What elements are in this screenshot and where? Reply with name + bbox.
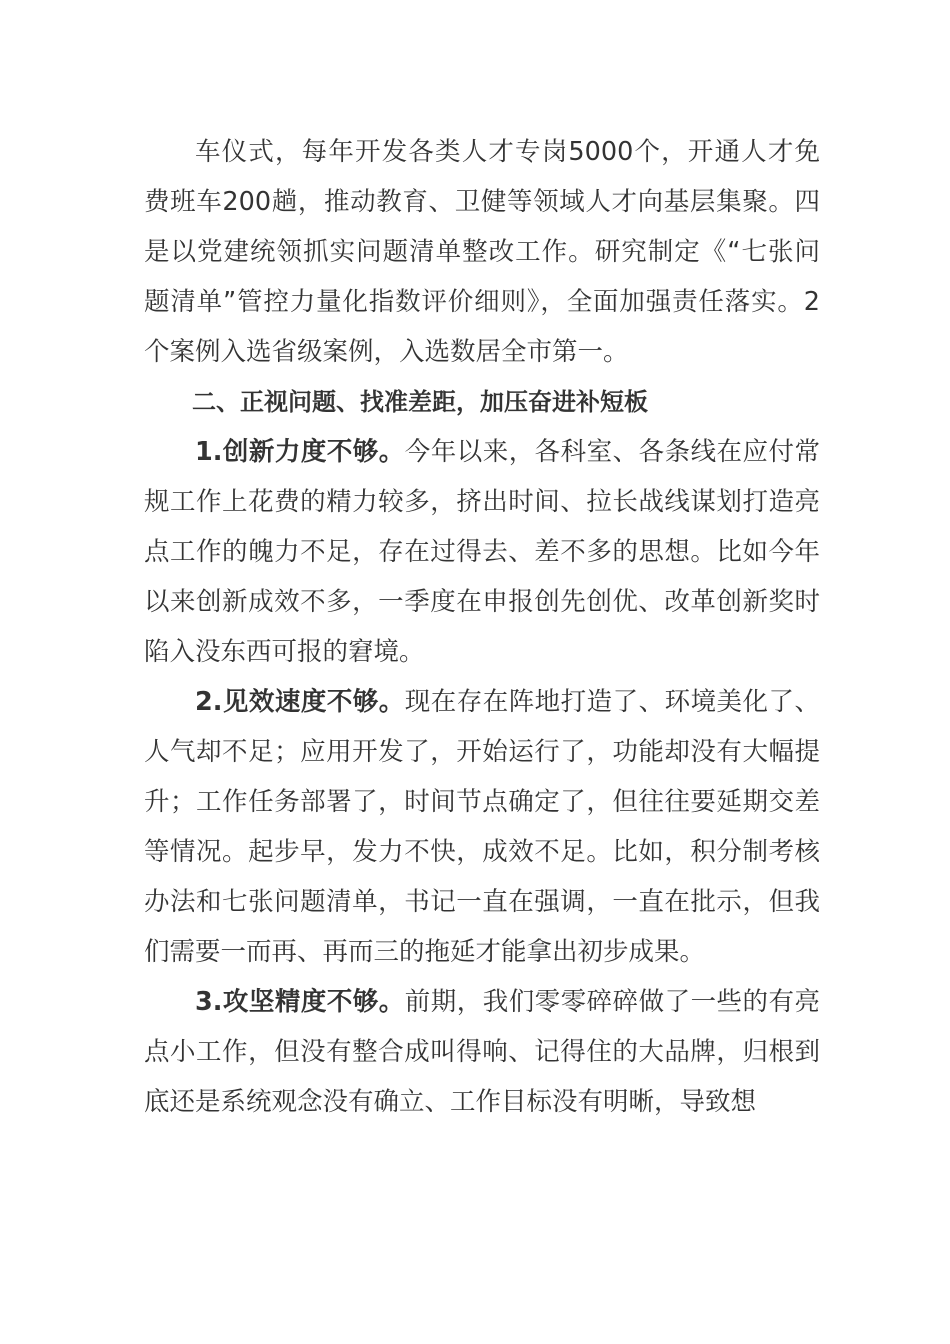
problem-item-1: [144, 427, 820, 677]
problem-item-1-body: 今年以来，各科室、各条线在应付常规工作上花费的精力较多，挤出时间、拉长战线谋划打造亮点工作的魄力不足，存在过得去、差不多的思想。比如今年以来创新成效不多，一季度在申报创先创优、改革创新奖时陷入没东西可报的窘境。: [144, 437, 820, 667]
section-heading: 二、正视问题、找准差距，加压奋进补短板: [192, 388, 648, 416]
problem-item-2-lead: 2.见效速度不够。: [195, 687, 405, 717]
problem-item-3-body: 前期，我们零零碎碎做了一些的有亮点小工作，但没有整合成叫得响、记得住的大品牌，归根到底还是系统观念没有确立、工作目标没有明晰，导致想: [144, 987, 820, 1117]
problem-item-3-lead: 3.攻坚精度不够。: [195, 987, 405, 1017]
problem-item-1-lead: 1.创新力度不够。: [195, 437, 405, 467]
document-body: [144, 127, 820, 1127]
paragraph-continuation: 车仪式，每年开发各类人才专岗5000个，开通人才免费班车200趟，推动教育、卫健等领域人才向基层集聚。四是以党建统领抓实问题清单整改工作。研究制定《“七张问题清单”管控力量化指数评价细则》，全面加强责任落实。2个案例入选省级案例，入选数居全市第一。: [144, 137, 820, 367]
problem-item-3: [144, 977, 820, 1127]
problem-item-2-body: 现在存在阵地打造了、环境美化了、人气却不足；应用开发了，开始运行了，功能却没有大幅提升；工作任务部署了，时间节点确定了，但往往要延期交差等情况。起步早，发力不快，成效不足。比如，积分制考核办法和七张问题清单，书记一直在强调，一直在批示，但我们需要一而再、再而三的拖延才能拿出初步成果。: [144, 687, 820, 967]
problem-item-2: [144, 677, 820, 977]
